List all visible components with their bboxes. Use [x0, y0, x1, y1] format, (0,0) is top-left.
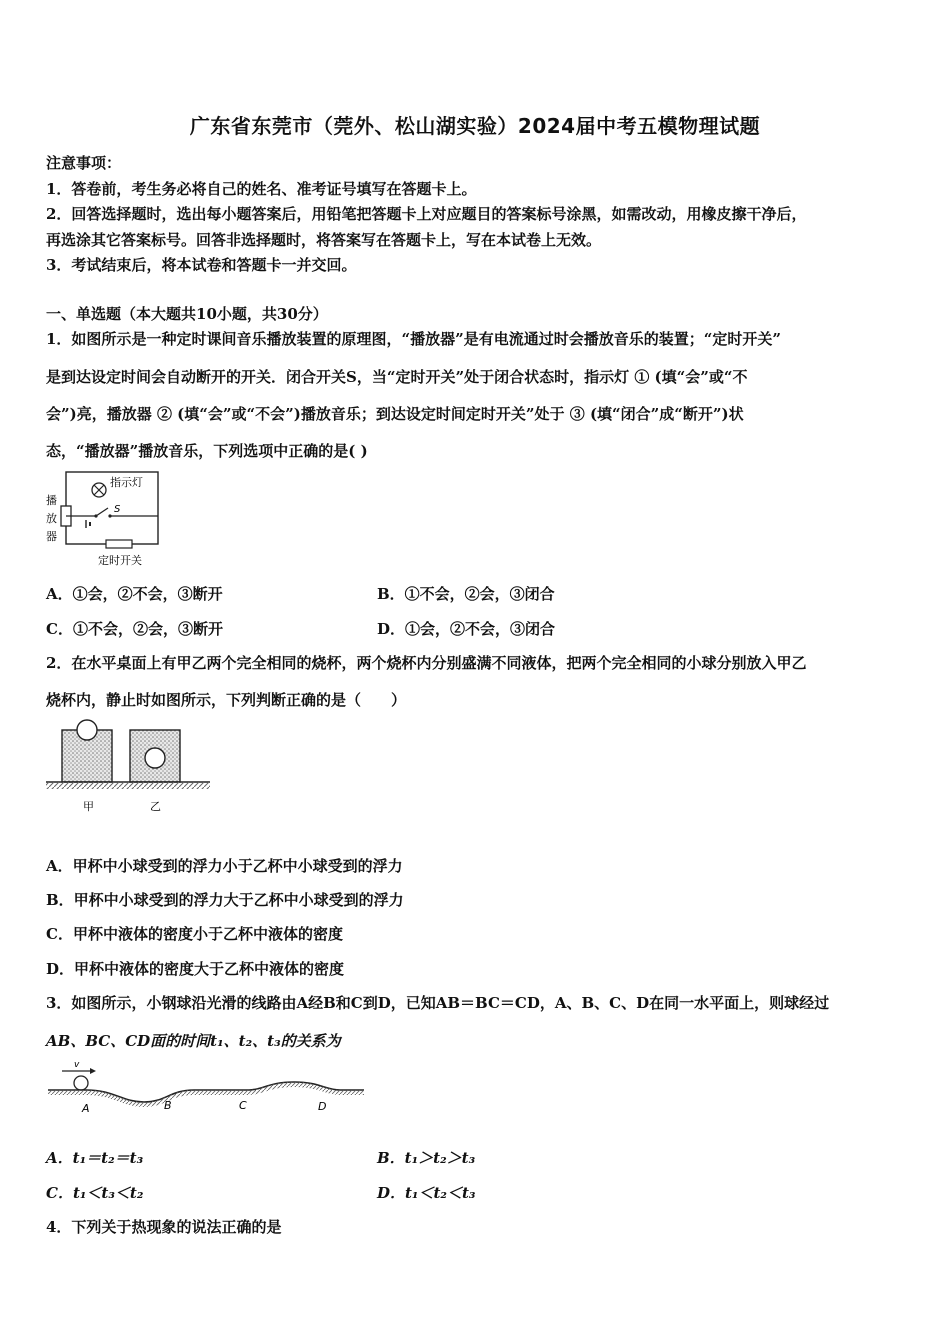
- q1-option-c[interactable]: C．①不会，②会，③断开: [46, 620, 223, 638]
- q3-option-a[interactable]: A．t₁＝t₂＝t₃: [46, 1149, 144, 1167]
- lamp-label: 指示灯: [110, 476, 143, 489]
- question-2-text: 2．在水平桌面上有甲乙两个完全相同的烧杯，两个烧杯内分别盛满不同液体，把两个完全相同的小球分别放入甲乙: [46, 654, 807, 672]
- player-label-1: 播: [46, 494, 57, 507]
- label-yi: 乙: [150, 800, 161, 813]
- page-title: 广东省东莞市（莞外、松山湖实验）2024届中考五模物理试题: [189, 114, 761, 138]
- section-heading: 一、单选题（本大题共10小题，共30分）: [46, 305, 328, 323]
- q2-option-b[interactable]: B．甲杯中小球受到的浮力大于乙杯中小球受到的浮力: [46, 891, 404, 909]
- question-1-text: 1．如图所示是一种定时课间音乐播放装置的原理图，“播放器”是有电流通过时会播放音乐的装置；“定时开关”: [46, 330, 781, 348]
- label-jia: 甲: [83, 800, 94, 813]
- switch-label: S: [114, 504, 121, 515]
- circuit-diagram: [44, 468, 169, 570]
- q3-option-b[interactable]: B．t₁＞t₂＞t₃: [377, 1149, 476, 1167]
- q2-option-a[interactable]: A．甲杯中小球受到的浮力小于乙杯中小球受到的浮力: [46, 857, 403, 875]
- q1-option-d[interactable]: D．①会，②不会，③闭合: [377, 620, 556, 638]
- velocity-label: v: [74, 1060, 80, 1070]
- q1-option-b[interactable]: B．①不会，②会，③闭合: [377, 585, 555, 603]
- question-2-text: 烧杯内，静止时如图所示，下列判断正确的是（ ）: [46, 691, 407, 709]
- q2-option-d[interactable]: D．甲杯中液体的密度大于乙杯中液体的密度: [46, 960, 345, 978]
- question-1-text: 是到达设定时间会自动断开的开关．闭合开关S，当“定时开关”处于闭合状态时，指示灯 ① (填“会”或“不: [46, 368, 748, 386]
- steel-ball: [74, 1076, 88, 1090]
- player-label-2: 放: [46, 512, 57, 525]
- q1-option-a[interactable]: A．①会，②不会，③断开: [46, 585, 223, 603]
- q3-option-c[interactable]: C．t₁＜t₃＜t₂: [46, 1184, 144, 1202]
- point-a: A: [82, 1102, 90, 1115]
- beakers-diagram: [44, 712, 214, 816]
- player-label-3: 器: [46, 530, 57, 543]
- notice-item: 3．考试结束后，将本试卷和答题卡一并交回。: [46, 256, 357, 274]
- notice-heading: 注意事项：: [46, 154, 122, 172]
- question-4-text: 4．下列关于热现象的说法正确的是: [46, 1218, 282, 1236]
- question-1-text: 态，“播放器”播放音乐，下列选项中正确的是( ): [46, 442, 368, 460]
- question-3-text: 3．如图所示，小钢球沿光滑的线路由A经B和C到D，已知AB＝BC＝CD，A、B、C、D在同一水平面上，则球经过: [46, 994, 830, 1012]
- ball-yi: [145, 748, 165, 768]
- point-b: B: [164, 1099, 172, 1112]
- timer-switch-box: [106, 540, 132, 548]
- question-1-text: 会”)亮，播放器 ② (填“会”或“不会”)播放音乐；到达设定时间定时开关”处于 ③ (填“闭合”成“断开”)状: [46, 405, 744, 423]
- track-diagram: [44, 1058, 369, 1116]
- point-d: D: [318, 1100, 327, 1113]
- timer-label: 定时开关: [98, 554, 142, 567]
- ball-jia: [77, 720, 97, 740]
- notice-item: 再选涂其它答案标号。回答非选择题时，将答案写在答题卡上，写在本试卷上无效。: [46, 231, 602, 249]
- notice-item: 1．答卷前，考生务必将自己的姓名、准考证号填写在答题卡上。: [46, 180, 477, 198]
- point-c: C: [239, 1099, 247, 1112]
- question-3-text: AB、BC、CD面的时间t₁、t₂、t₃的关系为: [46, 1032, 341, 1050]
- q3-option-d[interactable]: D．t₁＜t₂＜t₃: [377, 1184, 476, 1202]
- notice-item: 2．回答选择题时，选出每小题答案后，用铅笔把答题卡上对应题目的答案标号涂黑，如需改动，用橡皮擦干净后，: [46, 205, 807, 223]
- q2-option-c[interactable]: C．甲杯中液体的密度小于乙杯中液体的密度: [46, 925, 343, 943]
